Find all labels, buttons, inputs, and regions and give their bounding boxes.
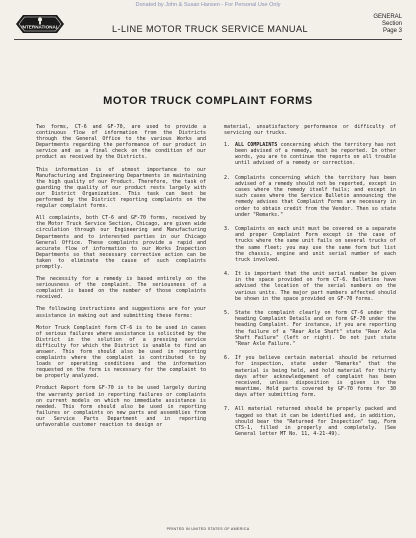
item-number: 7.	[224, 406, 231, 413]
item-body: All material returned should be properly packed and tagged so that it can be identified and, in addition, should bear the "Returned for Inspection" tag, Form CTS-1, filled in properly and completely. (See General letter MT No. 11, 4-21-49).	[235, 406, 396, 437]
paragraph-ct6: Motor Truck Complaint form CT-6 is to be used in cases of serious failures where assistance is solicited by the District in the solution of a pressing service difficulty for which the District is unable to find an answer. This form should also be used in reporting complaints where the complaint is contributed to by loads or operating conditions and the information requested on the form is necessary for the complaint to be properly analyzed.	[36, 324, 206, 380]
logo-text: INTERNATIONAL	[21, 24, 59, 30]
list-item	[224, 271, 396, 301]
list-item	[224, 355, 396, 398]
item-body: If you believe certain material should be returned for inspection, state under "Remarks" that the material is being held, and hold material for thirty days after acknowledgement of complaint has been received, unless disposition is given in the meantime. Hold parts covered by GF-70 forms for 30 days after submitting form.	[235, 355, 396, 398]
list-item	[224, 310, 396, 347]
item-body: State the complaint clearly on form CT-6 under the heading Complaint Details and on form GF-70 under the heading Complaint. For instance, if you are reporting the failure of a "Rear Axle Shaft" state "Rear Axle Shaft Failure" (left or right). Do not just state "Rear Axle Failure."	[235, 310, 396, 347]
paragraph-continued: material, unsatisfactory performance or difficulty of servicing our trucks.	[224, 124, 396, 137]
item-body: Complaints concerning which the territory has been advised of a remedy should not be reported, except in cases where the remedy itself fails; and except in such cases where the Service Bulletin announcing the remedy advises that Complaint Forms are necessary in order to obtain credit from the Vendor. Then so state under "Remarks."	[235, 175, 396, 218]
header-divider	[14, 39, 402, 40]
item-text	[235, 142, 396, 166]
item-body: concerning which the territory has not been advised of a remedy, must be reported. In other words, you are to continue the reports on all trouble until advised of a remedy or correction.	[235, 142, 396, 167]
section-category: GENERAL	[373, 14, 402, 20]
item-number: 3.	[224, 226, 231, 233]
donation-watermark: Donated by John & Susan Hansen - For Personal Use Only	[135, 2, 281, 8]
list-item	[224, 142, 396, 166]
item-number: 2.	[224, 175, 231, 182]
item-number: 4.	[224, 271, 231, 278]
manual-title: L-LINE MOTOR TRUCK SERVICE MANUAL	[112, 24, 308, 34]
item-number: 5.	[224, 310, 231, 317]
item-body: Complaints on each unit must be covered on a separate and proper Complaint Form except in the case of trucks where the same unit fails on several trucks of the same fleet; you may use the same form but list the chassis, engine and unit serial number of each truck involved.	[235, 226, 396, 263]
list-item	[224, 226, 396, 263]
paragraph-intro: Two forms, CT-6 and GF-70, are used to provide a continuous flow of information from the Districts through the General Office to the various Works and Departments regarding the performance of our product in service and as a final check on the condition of our product as received by the Districts.	[36, 124, 206, 161]
item-number: 6.	[224, 355, 231, 362]
left-column	[36, 124, 206, 434]
paragraph-instructions: The following instructions and suggestions are for your assistance in making out and submitting these forms:	[36, 306, 206, 319]
page-number: Page 3	[382, 28, 402, 35]
item-emphasis: ALL COMPLAINTS	[235, 142, 278, 149]
paragraph-circulation: All complaints, both CT-6 and GF-70 forms, received by the Motor Truck Service Section, Chicago, are given wide circulation through our Engineering and Manufacturing Departments and to interested parties in our Chicago General Office. These complaints provide a rapid and accurate flow of information to our Works Inspection Departments so that necessary corrective action can be taken to eliminate the cause of such complaints promptly.	[36, 215, 206, 270]
paragraph-importance: This information is of utmost importance to our Manufacturing and Engineering Departments in maintaining the high quality of our Product. Therefore, the task of guarding the quality of our product rests largely with our District Organization. This task can best be performed by the District reporting complaints on the regular complaint forms.	[36, 166, 206, 210]
page-title: MOTOR TRUCK COMPLAINT FORMS	[103, 95, 313, 107]
item-number: 1.	[224, 142, 231, 149]
paragraph-gf70: Product Report form GF-70 is to be used largely during the warranty period in reporting failures or complaints on current models on which no immediate assistance is needed. This form should also be used in reporting failures or complaints on new parts and assemblies from our Service Parts Department and in reporting unfavorable customer reaction to design or	[36, 385, 206, 429]
list-item	[224, 406, 396, 436]
right-column	[224, 124, 396, 445]
section-label: Section	[381, 21, 402, 28]
printed-in-notice: PRINTED IN UNITED STATES OF AMERICA	[166, 527, 250, 531]
item-body: It is important that the unit serial number be given in the space provided on form CT-6. Bulletins have advised the location of the serial numbers on the various units. The major part numbers affected should be shown in the space provided on GF-70 forms.	[235, 271, 396, 302]
paragraph-remedy: The necessity for a remedy is based entirely on the seriousness of the complaint. The seriousness of a complaint is based on the number of those complaints received.	[36, 276, 206, 301]
list-item	[224, 175, 396, 218]
section-reference	[342, 14, 402, 36]
international-logo	[15, 13, 65, 35]
